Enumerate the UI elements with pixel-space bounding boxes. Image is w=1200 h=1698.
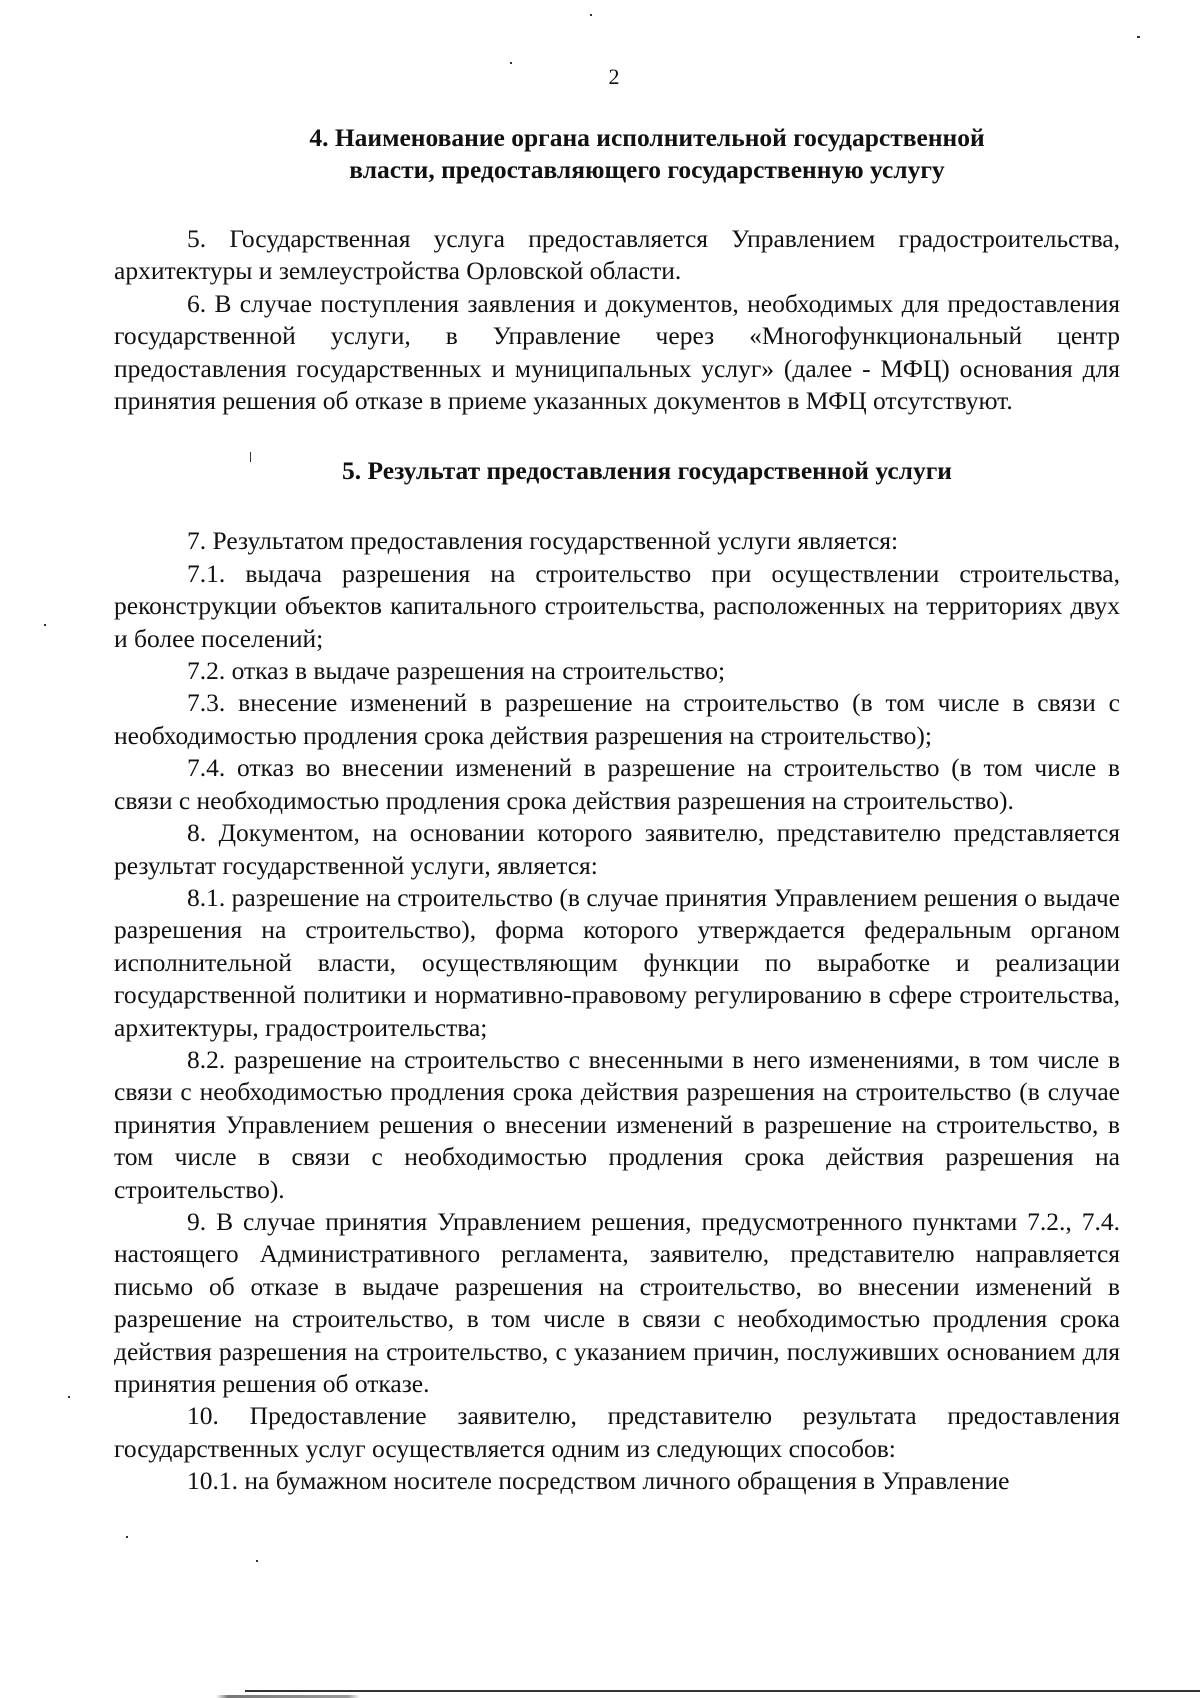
paragraph-10: 10. Предоставление заявителю, представителю результата предоставления государственных услуг осуществляется одним из следующих способов: (114, 1401, 1120, 1463)
paragraph-8-1: 8.1. разрешение на строительство (в случае принятия Управлением решения о выдаче разрешения на строительство), форма которого утверждается федеральным органом исполнительной власти, осуществляющим функции по выработке и реализации государственной политики и нормативно-правовому регулированию в сфере строительства, архитектуры, градостроительства; (114, 882, 1120, 1042)
scan-speck (126, 1536, 128, 1538)
section-4-heading-line-1: 4. Наименование органа исполнительной государственной (309, 123, 985, 152)
section-5-body (114, 525, 1120, 1497)
section-4-body (114, 223, 1120, 417)
page-bottom-line (245, 1690, 1200, 1692)
paragraph-7-1: 7.1. выдача разрешения на строительство при осуществлении строительства, реконструкции объектов капитального строительства, расположенных на территориях двух и более поселений; (114, 558, 1120, 653)
scan-speck (250, 452, 251, 462)
paragraph-6: 6. В случае поступления заявления и документов, необходимых для предоставления государственной услуги, в Управление через «Многофункциональный центр предоставления государственных и муниципальных услуг» (далее - МФЦ) основания для принятия решения об отказе в приеме указанных документов в МФЦ отсутствуют. (114, 288, 1120, 416)
section-4-heading (174, 122, 1120, 186)
paragraph-10-1: 10.1. на бумажном носителе посредством личного обращения в Управление (187, 1466, 1010, 1496)
paragraph-5: 5. Государственная услуга предоставляется Управлением градостроительства, архитектуры и землеустройства Орловской области. (114, 224, 1120, 286)
paragraph-8: 8. Документом, на основании которого заявителю, представителю представляется результат государственной услуги, является: (114, 818, 1120, 880)
paragraph-8-2: 8.2. разрешение на строительство с внесенными в него изменениями, в том числе в связи с необходимостью продления срока действия разрешения на строительство (в случае принятия Управлением решения о внесении изменений в разрешение на строительство, в том числе в связи с необходимостью продления срока действия разрешения на строительство). (114, 1044, 1120, 1204)
paragraph-7: 7. Результатом предоставления государственной услуги является: (187, 526, 899, 556)
scan-speck (590, 14, 592, 16)
scan-speck (68, 1396, 70, 1398)
scan-speck (1137, 36, 1140, 38)
scan-speck (256, 1560, 258, 1562)
paragraph-7-4: 7.4. отказ во внесении изменений в разрешение на строительство (в том числе в связи с необходимостью продления срока действия разрешения на строительство). (114, 753, 1120, 815)
paragraph-9: 9. В случае принятия Управлением решения, предусмотренного пунктами 7.2., 7.4. настоящего Административного регламента, заявителю, представителю направляется письмо об отказе в выдаче разрешения на строительство, во внесении изменений в разрешение на строительство, в том числе в связи с необходимостью продления срока действия разрешения на строительство, с указанием причин, послуживших основанием для принятия решения об отказе. (114, 1206, 1120, 1398)
section-5-heading: 5. Результат предоставления государственной услуги (342, 456, 952, 486)
section-4-heading-line-2: власти, предоставляющего государственную услугу (349, 155, 945, 184)
page-number: 2 (608, 64, 620, 89)
scan-speck (44, 624, 46, 626)
paragraph-7-3: 7.3. внесение изменений в разрешение на строительство (в том числе в связи с необходимостью продления срока действия разрешения на строительство); (114, 688, 1120, 750)
scan-speck (510, 62, 512, 64)
paragraph-7-2: 7.2. отказ в выдаче разрешения на строительство; (187, 656, 726, 686)
document-body (114, 122, 1120, 1498)
